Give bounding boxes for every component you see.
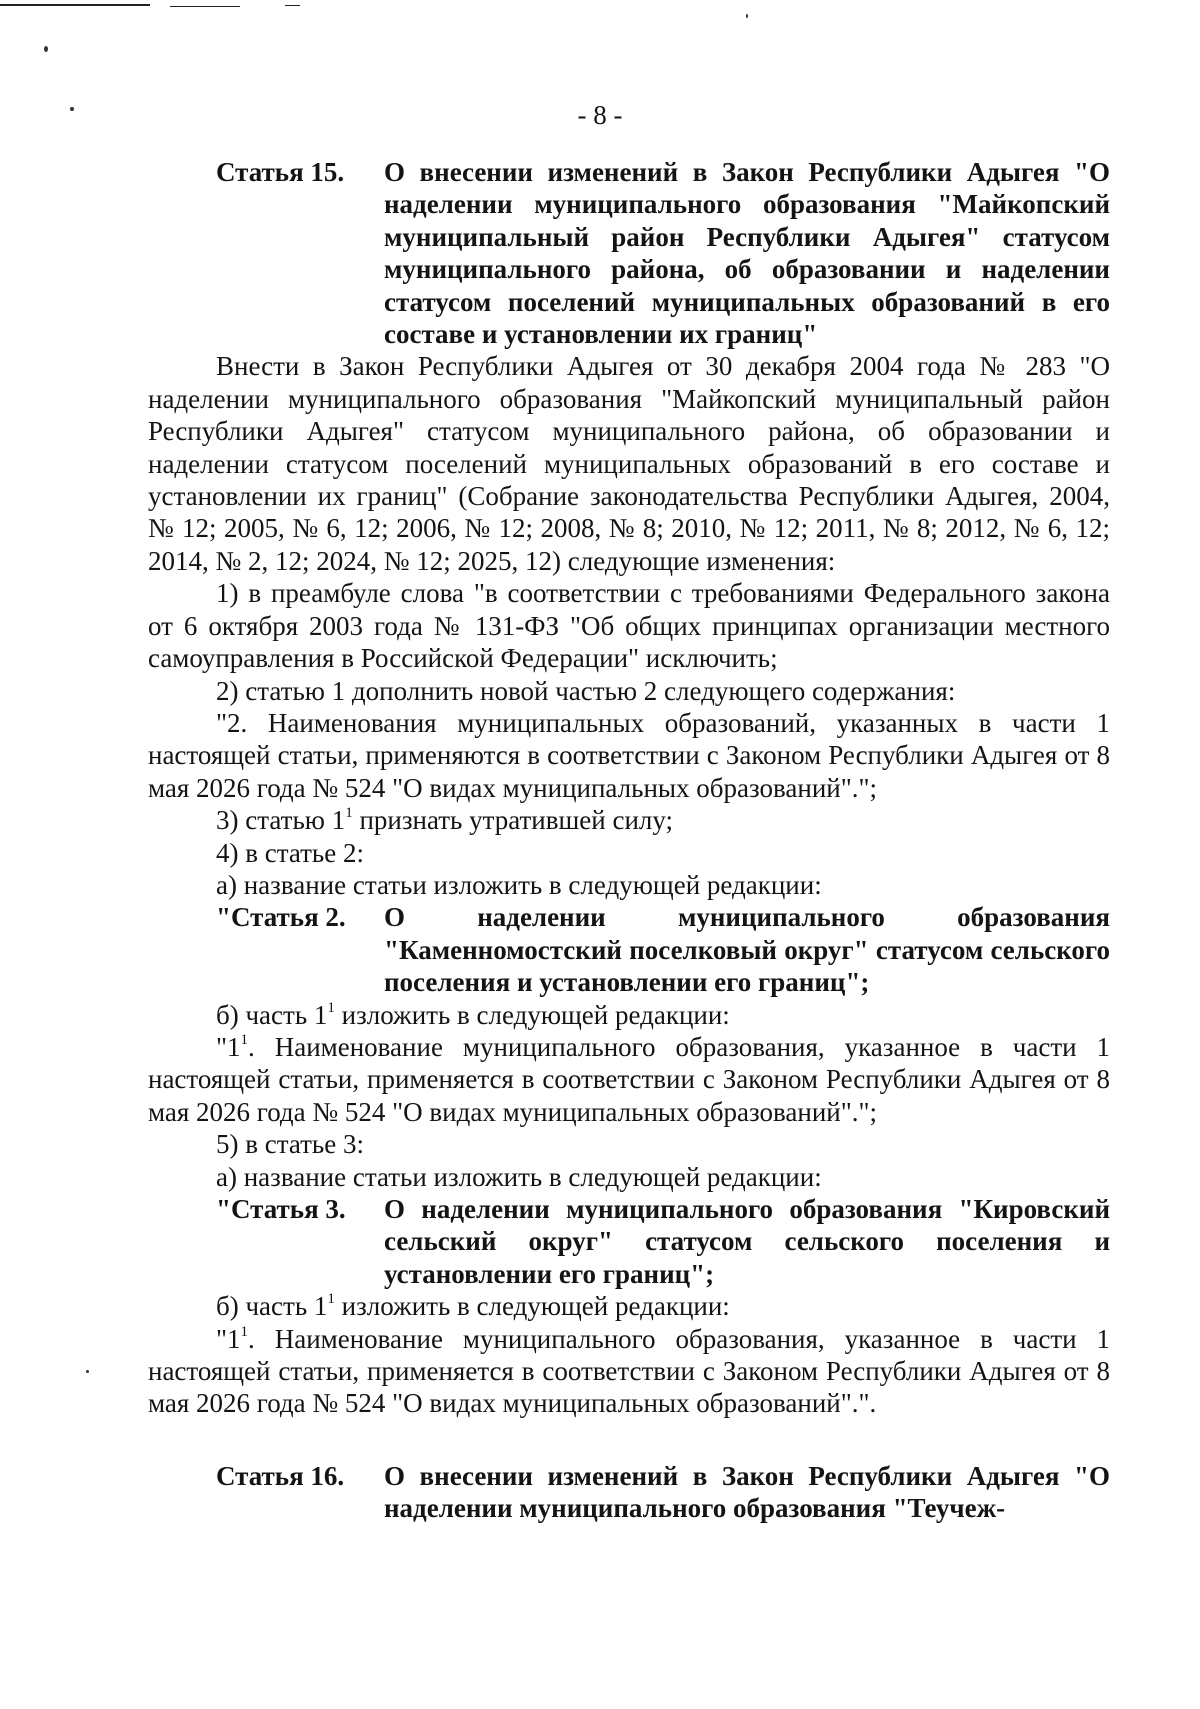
amendment-item-5b-text <box>148 1323 1110 1420</box>
amendment-item-3 <box>148 804 1110 836</box>
amendment-text: 3) статью 1 <box>216 805 346 836</box>
scan-artifact-line <box>285 5 300 6</box>
quoted-article-3-heading <box>148 1193 1110 1290</box>
scan-artifact-speck <box>86 1370 89 1373</box>
amendment-item-5a: а) название статьи изложить в следующей редакции: <box>216 1161 822 1192</box>
superscript: 1 <box>327 1291 335 1308</box>
amendment-item-4b-text <box>148 1031 1110 1128</box>
amendment-text: . Наименование муниципального образования, указанное в части 1 настоящей статьи, применяется в соответствии с Законом Республики Адыгея от 8 мая 2026 года № 524 "О видах муниципальных образований"."; <box>148 1031 1110 1127</box>
amendment-item-5b <box>148 1290 1110 1322</box>
article-title: О внесении изменений в Закон Республики Адыгея "О наделении муниципального образования "Майкопский муниципальный район Республики Адыгея" статусом муниципального района, об образовании и наделении статусом поселений муниципальных образований в его составе и установлении их границ" <box>384 157 1110 350</box>
quoted-article-title: О наделении муниципального образования "Каменномостский поселковый округ" статусом сельского поселения и установлении его границ"; <box>384 902 1110 998</box>
scan-artifact-speck <box>746 14 748 18</box>
amendment-text: "1 <box>216 1031 241 1062</box>
amendment-item-1: 1) в преамбуле слова "в соответствии с требованиями Федерального закона от 6 октября 2003 года № 131-ФЗ "Об общих принципах организации местного самоуправления в Российской Федерации" исключить; <box>148 578 1110 674</box>
article-title: О внесении изменений в Закон Республики Адыгея "О наделении муниципального образования "Теучеж- <box>384 1460 1110 1524</box>
page-number: - 8 - <box>577 100 623 130</box>
scan-artifact-line <box>0 4 150 6</box>
amendment-text: б) часть 1 <box>216 1291 328 1322</box>
superscript: 1 <box>240 1031 249 1048</box>
superscript: 1 <box>240 1323 249 1340</box>
amendment-text: . Наименование муниципального образования, указанное в части 1 настоящей статьи, применяется в соответствии с Законом Республики Адыгея от 8 мая 2026 года № 524 "О видах муниципальных образований".". <box>148 1323 1110 1419</box>
article-label: Статья 16. <box>216 1460 345 1491</box>
amendment-text: изложить в следующей редакции: <box>334 1291 730 1322</box>
amendment-item-4: 4) в статье 2: <box>216 837 364 868</box>
amendment-text: изложить в следующей редакции: <box>334 999 730 1030</box>
amendment-item-2: 2) статью 1 дополнить новой частью 2 следующего содержания: <box>216 675 956 706</box>
quoted-article-title: О наделении муниципального образования "Кировский сельский округ" статусом сельского поселения и установлении его границ"; <box>384 1194 1110 1289</box>
scan-artifact-line <box>170 6 240 7</box>
amendment-item-4a: а) название статьи изложить в следующей редакции: <box>216 869 822 900</box>
amendment-text: б) часть 1 <box>216 999 328 1030</box>
amendment-text: "1 <box>216 1323 241 1354</box>
quoted-article-label: "Статья 3. <box>216 1194 346 1224</box>
amendment-item-4b <box>148 999 1110 1031</box>
quoted-article-label: "Статья 2. <box>216 902 346 933</box>
superscript: 1 <box>327 999 335 1016</box>
superscript: 1 <box>345 805 353 822</box>
article-15-heading <box>148 156 1110 350</box>
article-16-heading <box>148 1460 1110 1525</box>
article-intro-paragraph: Внести в Закон Республики Адыгея от 30 декабря 2004 года № 283 "О наделении муниципального образования "Майкопский муниципальный район Республики Адыгея" статусом муниципального района, об образовании и наделении статусом поселений муниципальных образований в его составе и установлении их границ" (Собрание законодательства Республики Адыгея, 2004, № 12; 2005, № 6, 12; 2006, № 12; 2008, № 8; 2010, № 12; 2011, № 8; 2012, № 6, 12; 2014, № 2, 12; 2024, № 12; 2025, 12) следующие изменения: <box>148 351 1110 576</box>
amendment-item-2-text: "2. Наименования муниципальных образований, указанных в части 1 настоящей статьи, применяются в соответствии с Законом Республики Адыгея от 8 мая 2026 года № 524 "О видах муниципальных образований"."; <box>148 707 1110 803</box>
document-body <box>148 156 1110 1525</box>
section-spacer <box>148 1420 1110 1460</box>
quoted-article-2-heading <box>148 901 1110 998</box>
scan-artifact-speck <box>44 46 48 52</box>
amendment-text: признать утратившей силу; <box>352 805 674 836</box>
amendment-item-5: 5) в статье 3: <box>216 1129 364 1160</box>
article-label: Статья 15. <box>216 157 345 187</box>
